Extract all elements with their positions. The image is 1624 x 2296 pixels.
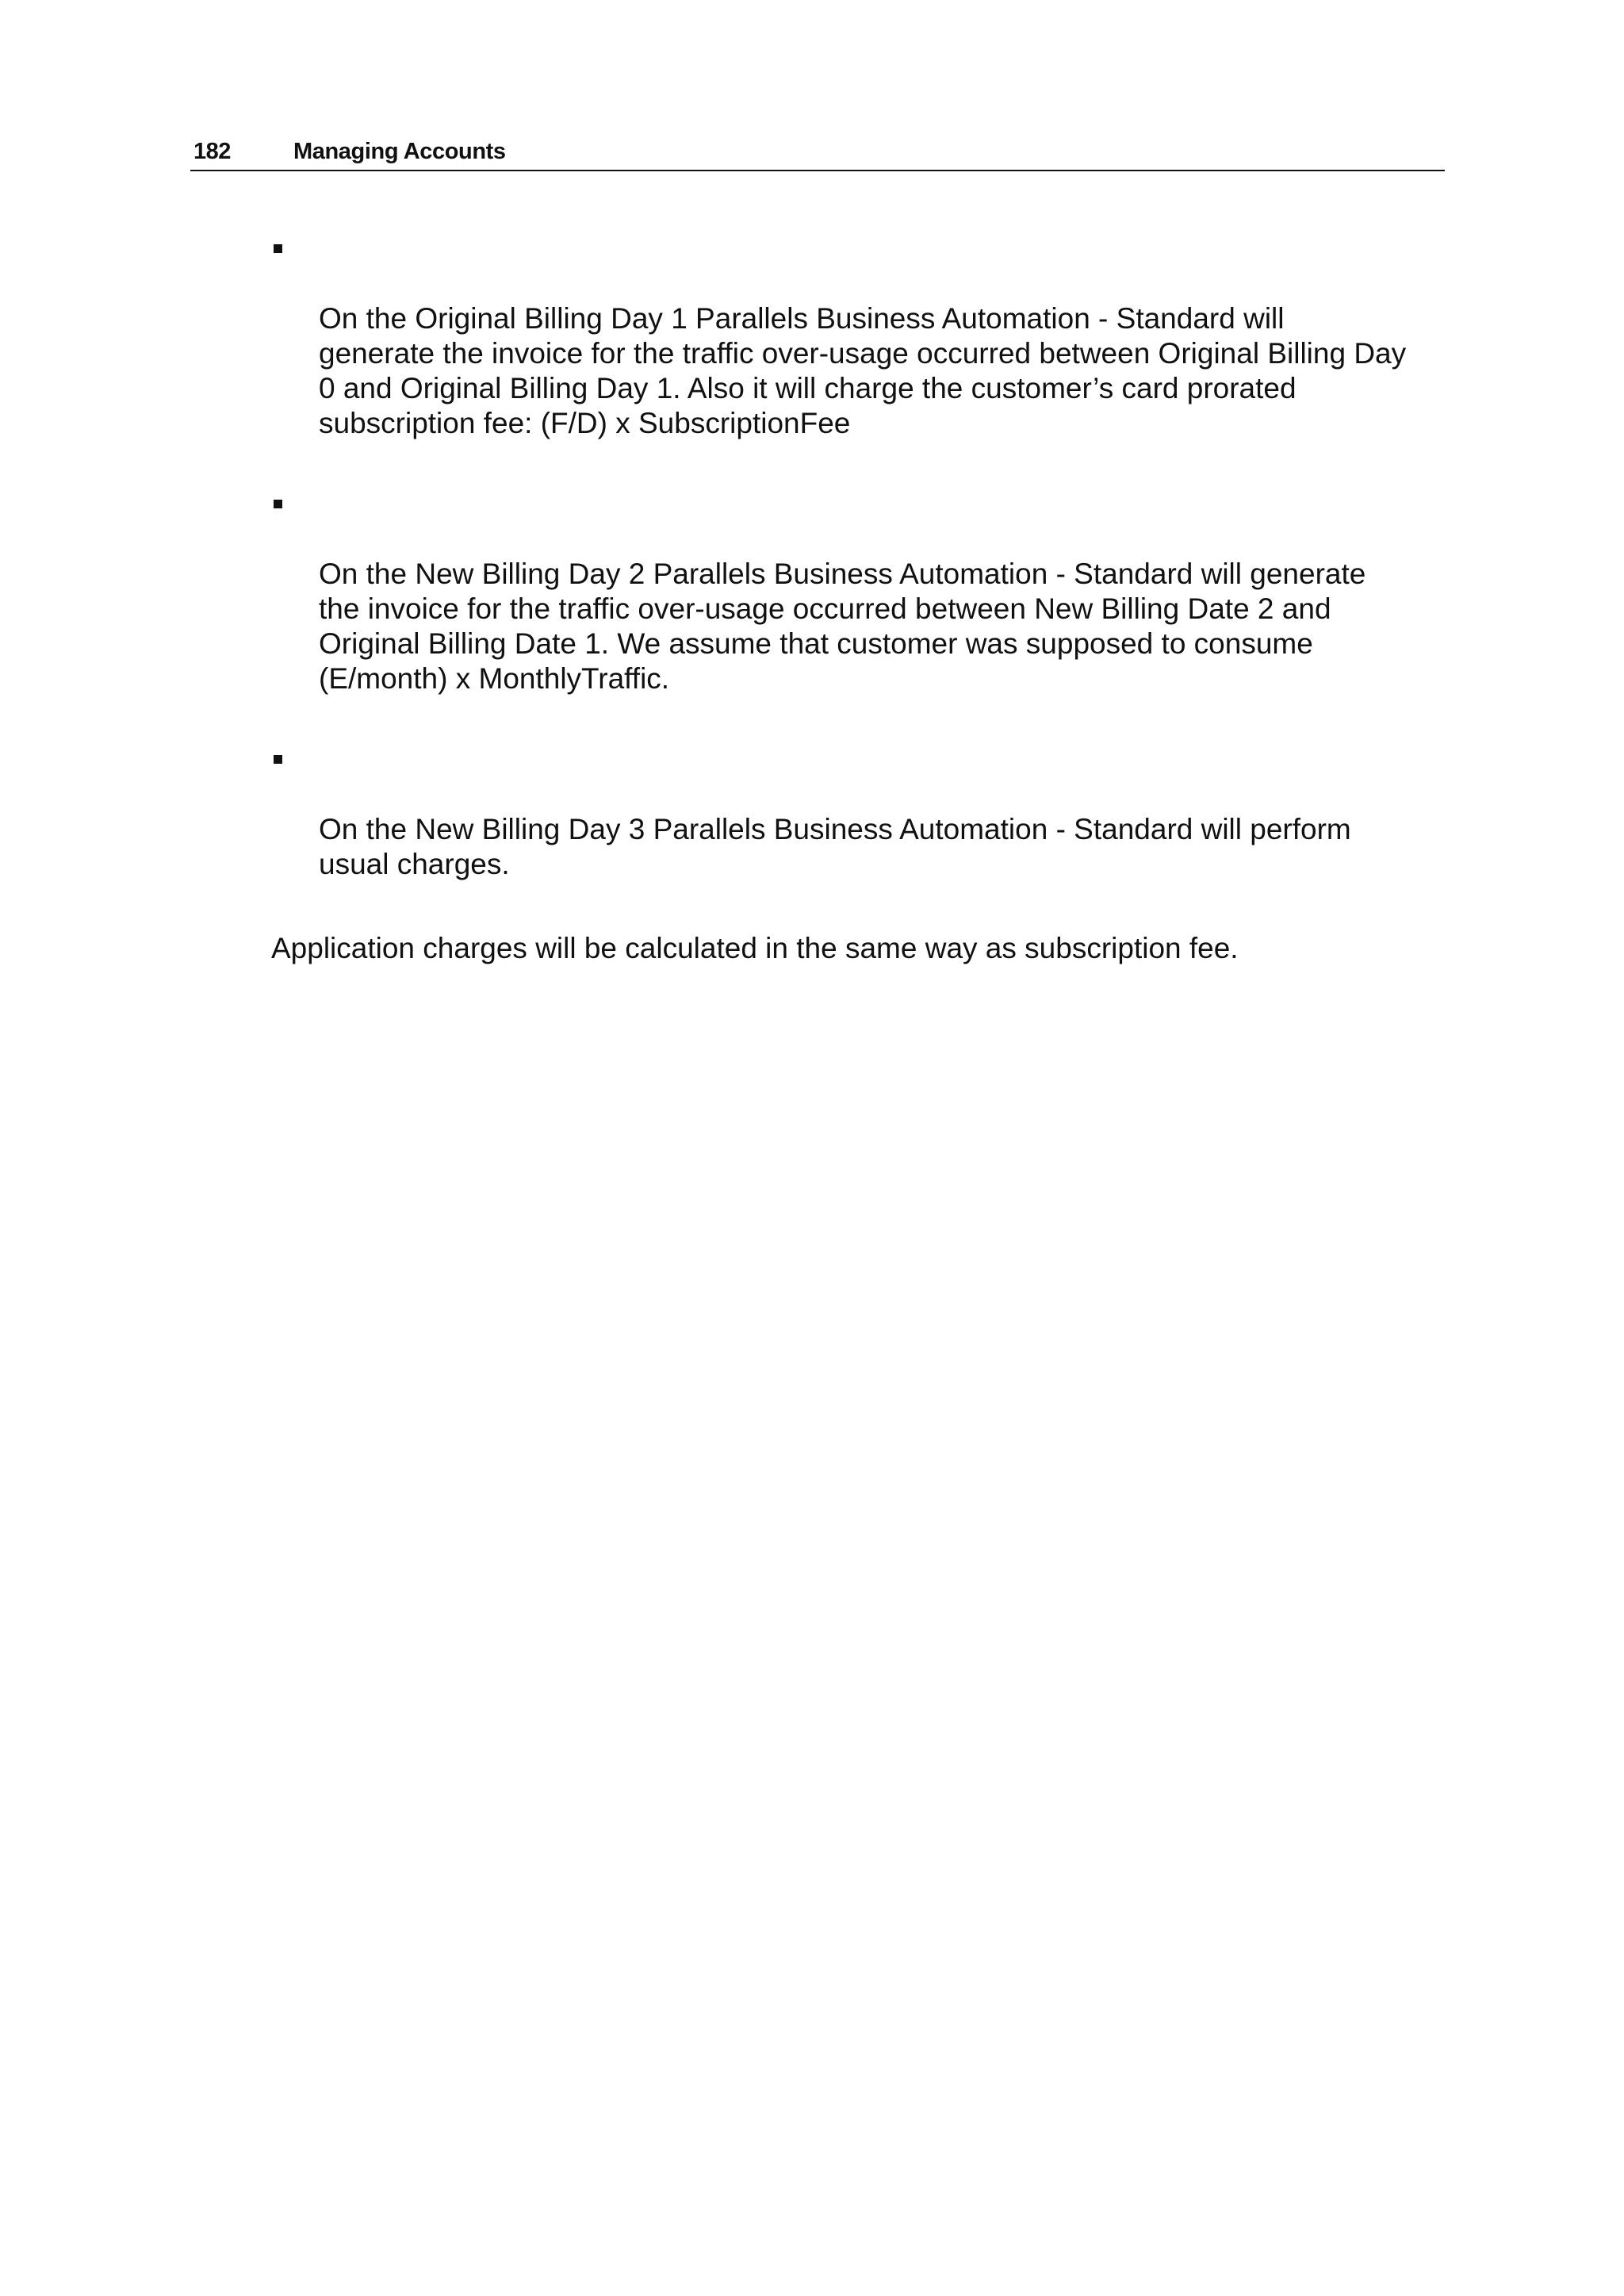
bullet-list	[271, 232, 1445, 917]
list-item	[271, 742, 1445, 917]
square-bullet-icon	[274, 244, 282, 253]
square-bullet-icon	[274, 755, 282, 764]
section-title: Managing Accounts	[293, 139, 506, 164]
list-item	[271, 232, 1445, 476]
closing-paragraph: Application charges will be calculated in the same way as subscription fee.	[271, 932, 1239, 964]
page-header	[190, 133, 1445, 171]
body-content	[271, 232, 1445, 966]
list-item	[271, 487, 1445, 731]
list-item-text: On the New Billing Day 3 Parallels Business Automation - Standard will perform usual charges.	[319, 813, 1351, 880]
page-number: 182	[193, 139, 231, 164]
list-item-text: On the New Billing Day 2 Parallels Business Automation - Standard will generate the invoice for the traffic over-usage occurred between New Billing Date 2 and Original Billing Date 1. We assume that customer was supposed to consume (E/month) x MonthlyTraffic.	[319, 558, 1366, 695]
list-item-text: On the Original Billing Day 1 Parallels Business Automation - Standard will generate the invoice for the traffic over-usage occurred between Original Billing Day 0 and Original Billing Day 1. Also it will charge the customer’s card prorated subscription fee: (F/D) x SubscriptionFee	[319, 302, 1407, 439]
square-bullet-icon	[274, 500, 282, 508]
